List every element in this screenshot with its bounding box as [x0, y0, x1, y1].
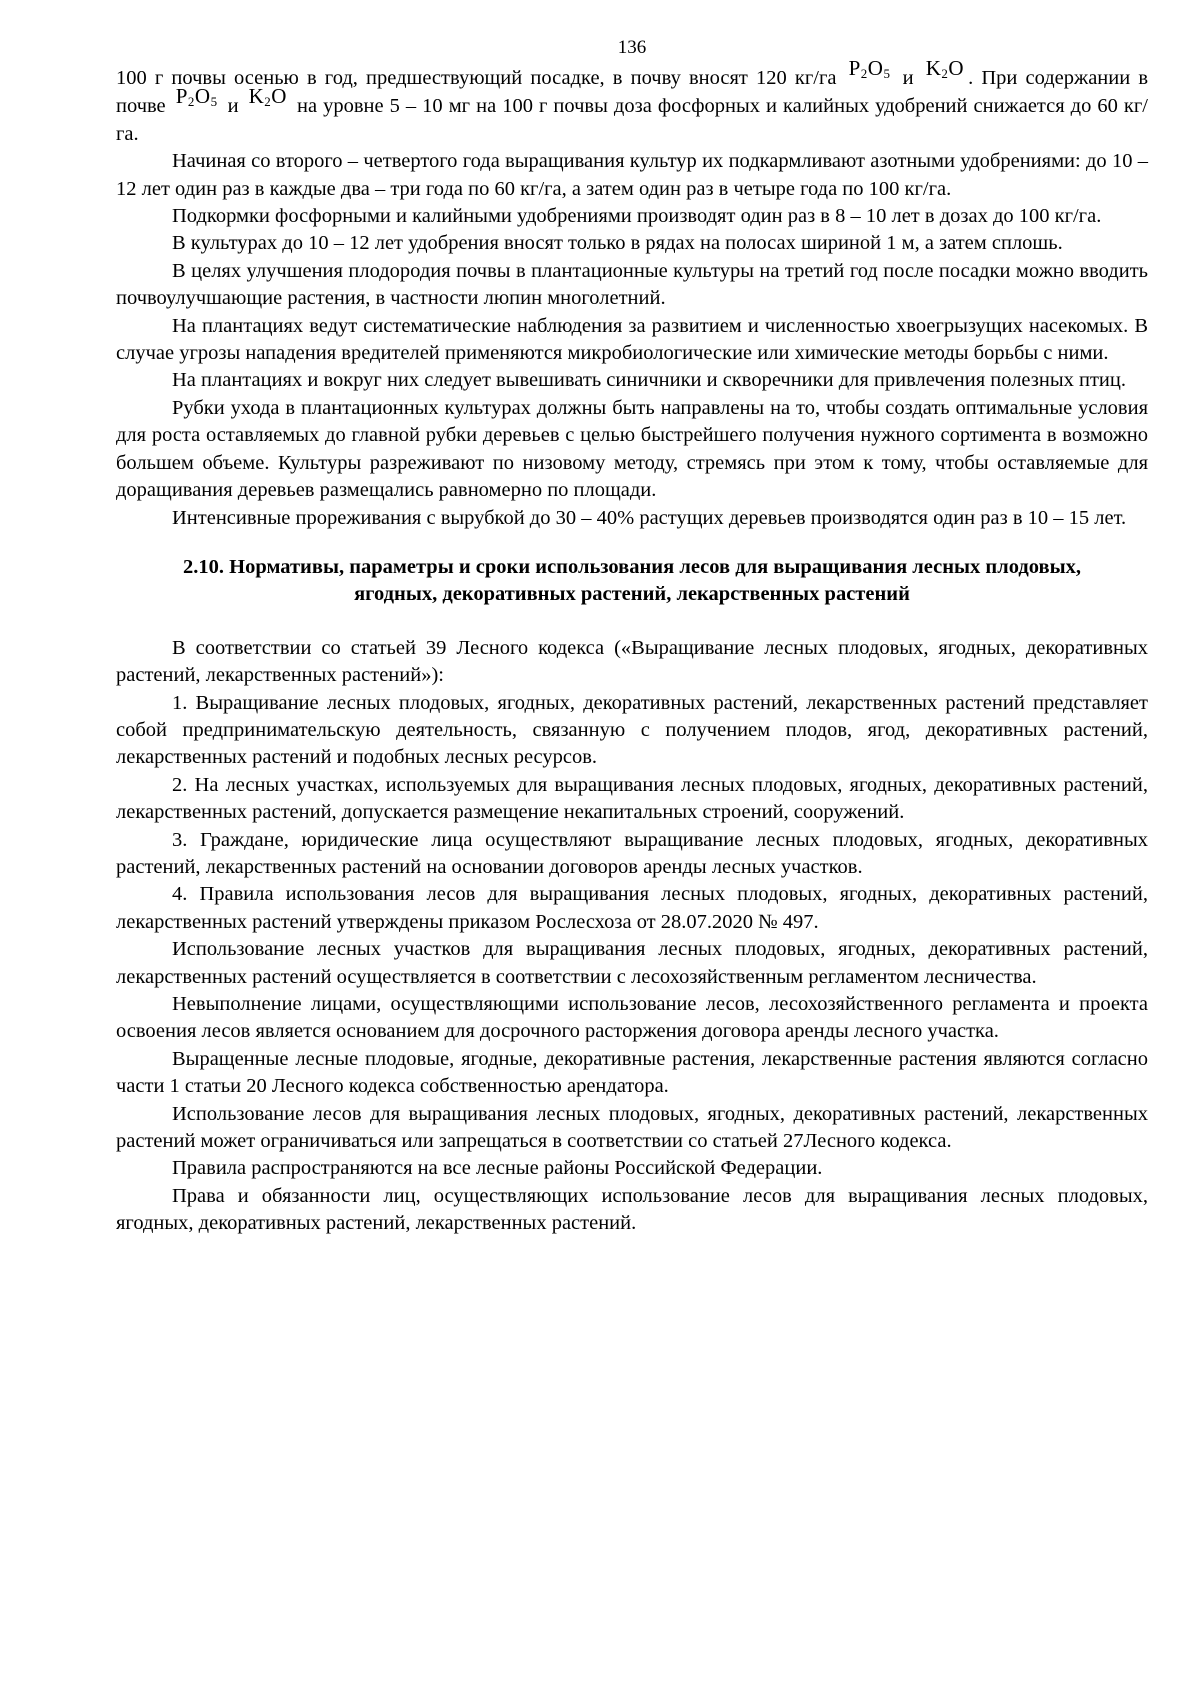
paragraph: Использование лесов для выращивания лесных плодовых, ягодных, декоративных растений, лекарственных растений может ограничиваться или запрещаться в соответствии со статьей 27Лесного кодекса. — [116, 1102, 1148, 1153]
paragraph: В целях улучшения плодородия почвы в плантационные культуры на третий год после посадки можно вводить почвоулучшающие растения, в частности люпин многолетний. — [116, 259, 1148, 310]
paragraph: На плантациях и вокруг них следует вывешивать синичники и скворечники для привлечения полезных птиц. — [172, 369, 1126, 392]
paragraph-fertilizer-intro: 100 г почвы осенью в год, предшествующий посадке, в почву вносят 120 кг/га $P_2O_5$ и $K_2O$ . При содержании в почве $P_2O_5$ и $K_2O$ на уровне 5 – 10 мг на 100 г почвы доза фосфорных и калийных удобрений снижается до 60 кг/га. — [116, 56, 1149, 145]
paragraph: Начиная со второго – четвертого года выращивания культур их подкармливают азотными удобрениями: до 10 – 12 лет один раз в каждые два – три года по 60 кг/га, а затем один раз в четыре года по 100 кг/га. — [116, 150, 1148, 200]
page-number: 136 — [617, 37, 647, 58]
paragraph: На плантациях ведут систематические наблюдения за развитием и численностью хвоегрызущих насекомых. В случае угрозы нападения вредителей применяются микробиологические или химические методы борьбы с ними. — [116, 314, 1148, 365]
paragraph: Рубки ухода в плантационных культурах должны быть направлены на то, чтобы создать оптимальные условия для роста оставляемых до главной рубки деревьев с целью быстрейшего получения нужного сортимента в возможно большем объеме. Культуры разреживают по низовому методу, стремясь при этом к тому, чтобы оставляемые для доращивания деревьев размещались равномерно по площади. — [116, 396, 1148, 502]
paragraph: В соответствии со статьей 39 Лесного кодекса («Выращивание лесных плодовых, ягодных, декоративных растений, лекарственных растений»): — [116, 636, 1148, 687]
paragraph: Использование лесных участков для выращивания лесных плодовых, ягодных, декоративных растений, лекарственных растений осуществляется в соответствии с лесохозяйственным регламентом лесничества. — [116, 938, 1148, 988]
list-item: 4. Правила использования лесов для выращивания лесных плодовых, ягодных, декоративных растений, лекарственных растений утверждены приказом Рослесхоза от 28.07.2020 № 497. — [116, 883, 1148, 933]
list-item: 3. Граждане, юридические лица осуществляют выращивание лесных плодовых, ягодных, декоративных растений, лекарственных растений на основании договоров аренды лесных участков. — [116, 828, 1148, 878]
document-page — [116, 36, 1148, 1238]
paragraph-text: 100 г почвы осенью в год, предшествующий посадке, в почву вносят 120 кг/га — [116, 67, 837, 89]
paragraph: Невыполнение лицами, осуществляющими использование лесов, лесохозяйственного регламента и проекта освоения лесов является основанием для досрочного расторжения договора аренды лесного участка. — [116, 993, 1148, 1043]
paragraph: Правила распространяются на все лесные районы Российской Федерации. — [172, 1157, 823, 1180]
paragraph: Права и обязанности лиц, осуществляющих использование лесов для выращивания лесных плодовых, ягодных, декоративных растений, лекарственных растений. — [116, 1184, 1148, 1235]
paragraph: Выращенные лесные плодовые, ягодные, декоративные растения, лекарственные растения являются согласно части 1 статьи 20 Лесного кодекса собственностью арендатора. — [116, 1047, 1148, 1098]
paragraph: В культурах до 10 – 12 лет удобрения вносят только в рядах на полосах шириной 1 м, а затем сплошь. — [172, 232, 1063, 255]
paragraph: Интенсивные прореживания с вырубкой до 30 – 40% растущих деревьев производятся один раз в 10 – 15 лет. — [172, 506, 1127, 529]
paragraph-text: . При содержании в почве — [116, 67, 1149, 118]
formula-k2o: $K_2O$ — [925, 56, 965, 81]
list-item: 2. На лесных участках, используемых для выращивания лесных плодовых, ягодных, декоративных растений, лекарственных растений, допускается размещение некапитальных строений, сооружений. — [116, 773, 1148, 824]
formula-k2o: $K_2O$ — [248, 84, 287, 110]
paragraph: Подкормки фосфорными и калийными удобрениями производят один раз в 8 – 10 лет в дозах до 100 кг/га. — [172, 205, 1102, 228]
formula-p2o5: $P_2O_5$ — [175, 84, 218, 110]
list-item: 1. Выращивание лесных плодовых, ягодных, декоративных растений, лекарственных растений представляет собой предпринимательскую деятельность, связанную с получением плодов, ягод, декоративных растений, лекарственных растений и подобных лесных ресурсов. — [116, 691, 1148, 769]
formula-p2o5: $P_2O_5$ — [848, 56, 891, 81]
paragraph-text: на уровне 5 – 10 мг на 100 г почвы доза фосфорных и калийных удобрений снижается до 60 кг/га. — [116, 95, 1148, 145]
section-heading: 2.10. Нормативы, параметры и сроки использования лесов для выращивания лесных плодовых, ягодных, декоративных растений, лекарственных растений — [183, 555, 1081, 606]
